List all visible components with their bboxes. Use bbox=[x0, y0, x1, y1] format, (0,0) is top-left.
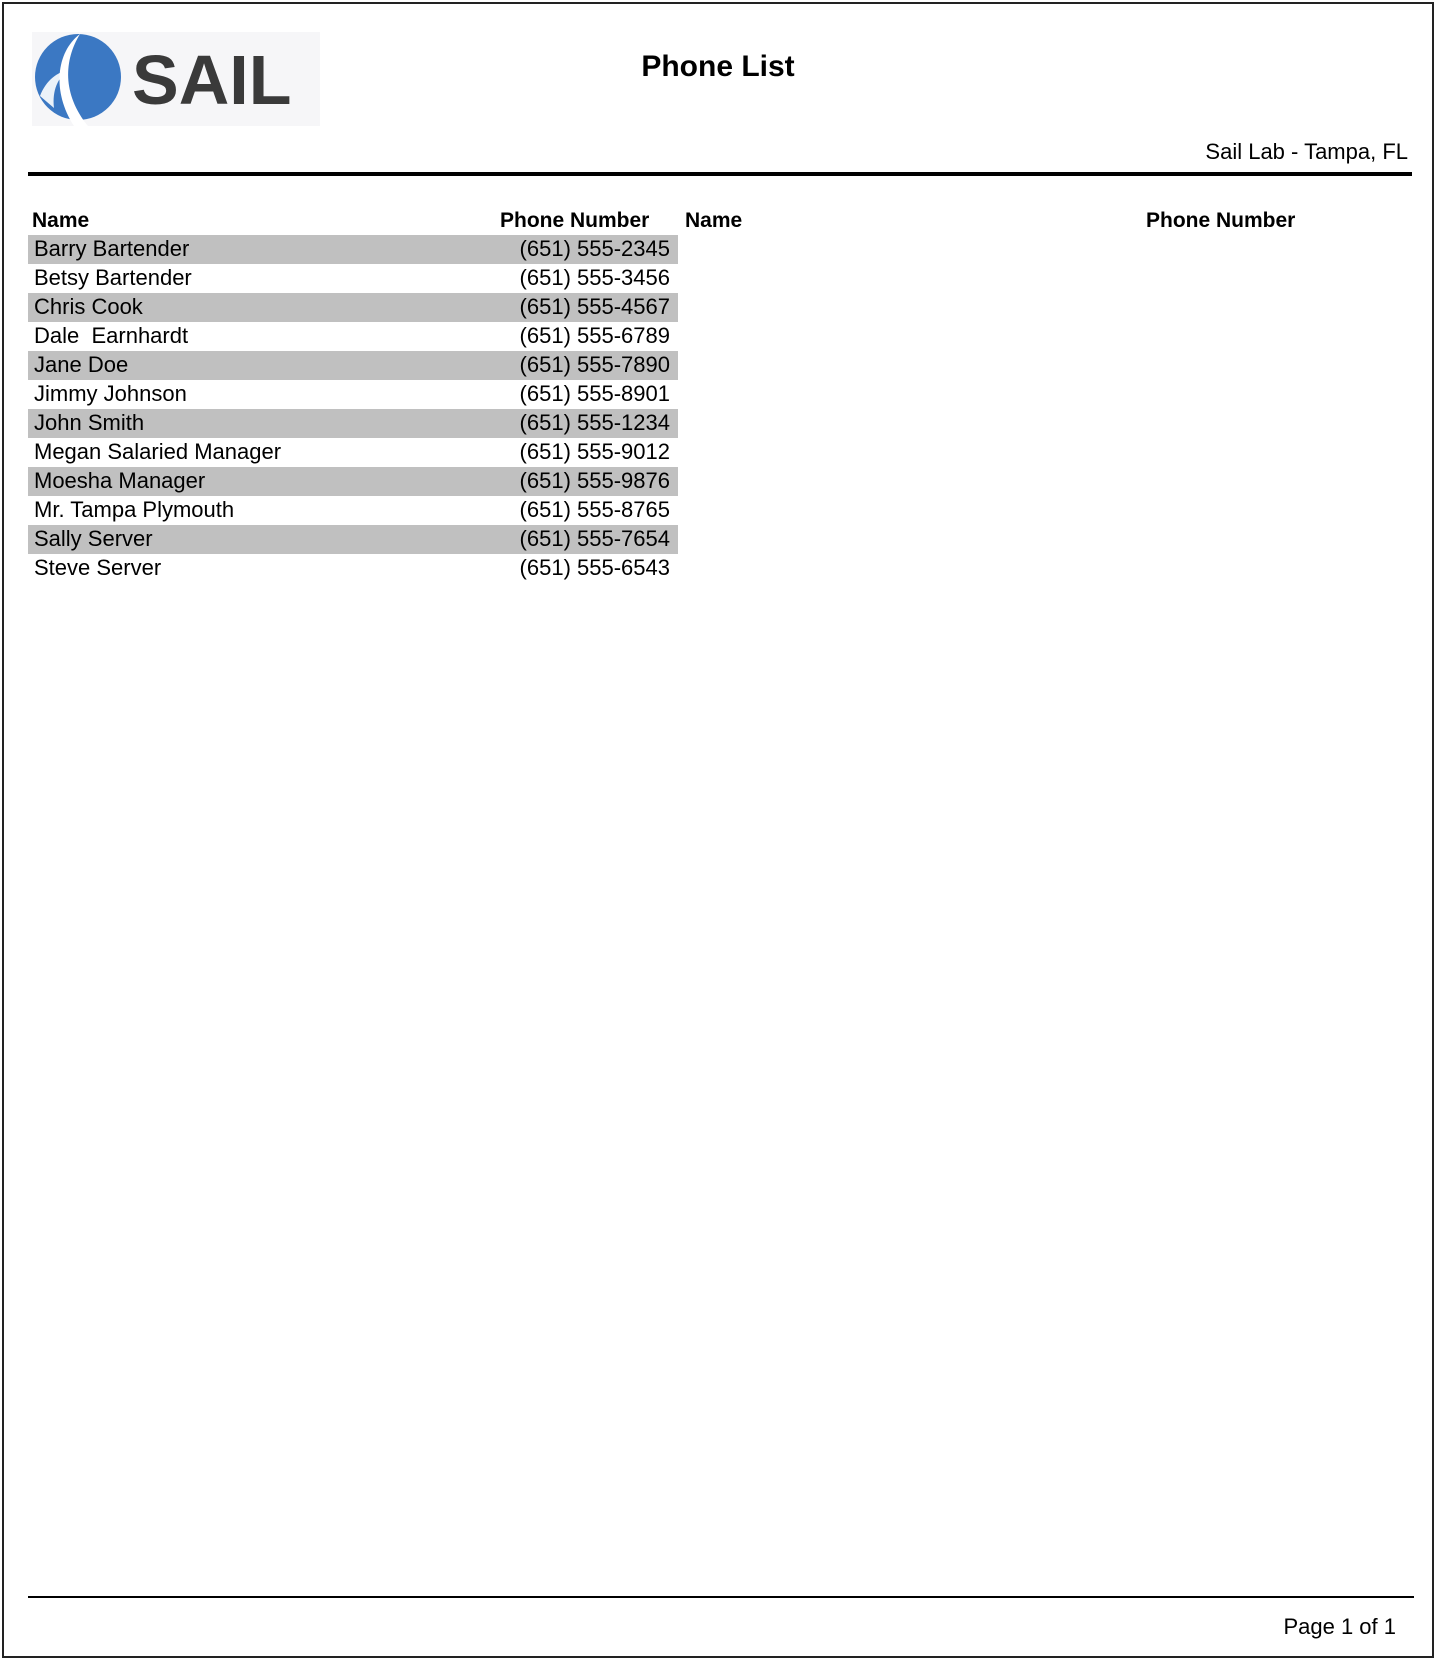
table-row bbox=[28, 409, 678, 438]
table-row bbox=[28, 322, 678, 351]
entry-phone: (651) 555-2345 bbox=[519, 236, 670, 261]
entry-phone: (651) 555-7654 bbox=[519, 526, 670, 551]
table-row bbox=[28, 293, 678, 322]
right-phone-header: Phone Number bbox=[1146, 209, 1296, 232]
entry-phone: (651) 555-4567 bbox=[519, 294, 670, 319]
entry-name: Moesha Manager bbox=[34, 468, 206, 493]
entry-name: Megan Salaried Manager bbox=[34, 439, 282, 464]
entry-phone: (651) 555-8901 bbox=[519, 381, 670, 406]
entry-phone: (651) 555-8765 bbox=[519, 497, 670, 522]
entry-phone: (651) 555-9012 bbox=[519, 439, 670, 464]
report-page bbox=[2, 2, 1434, 1658]
entry-phone: (651) 555-3456 bbox=[519, 265, 670, 290]
entry-name: Steve Server bbox=[34, 555, 162, 580]
header-divider bbox=[28, 172, 1412, 176]
entry-name: Dale Earnhardt bbox=[34, 323, 189, 348]
page-number: Page 1 of 1 bbox=[1283, 1614, 1396, 1639]
entry-phone: (651) 555-1234 bbox=[519, 410, 670, 435]
table-row bbox=[28, 467, 678, 496]
page-title: Phone List bbox=[641, 50, 795, 83]
right-name-header: Name bbox=[685, 209, 743, 232]
table-row bbox=[28, 351, 678, 380]
entry-name: Mr. Tampa Plymouth bbox=[34, 497, 235, 522]
table-row bbox=[28, 235, 678, 264]
table-row bbox=[28, 525, 678, 554]
logo-wordmark: SAIL bbox=[132, 41, 292, 119]
table-row bbox=[28, 496, 678, 525]
table-row bbox=[28, 264, 678, 293]
entry-phone: (651) 555-6543 bbox=[519, 555, 670, 580]
entry-name: Jane Doe bbox=[34, 352, 129, 377]
entry-phone: (651) 555-9876 bbox=[519, 468, 670, 493]
entry-name: Jimmy Johnson bbox=[34, 381, 187, 406]
table-row bbox=[28, 438, 678, 467]
entry-name: John Smith bbox=[34, 410, 145, 435]
entry-phone: (651) 555-7890 bbox=[519, 352, 670, 377]
entry-name: Chris Cook bbox=[34, 294, 143, 319]
footer-divider bbox=[28, 1596, 1414, 1598]
entry-name: Barry Bartender bbox=[34, 236, 190, 261]
entry-name: Sally Server bbox=[34, 526, 153, 551]
entry-phone: (651) 555-6789 bbox=[519, 323, 670, 348]
location-label: Sail Lab - Tampa, FL bbox=[1205, 139, 1408, 164]
left-phone-header: Phone Number bbox=[500, 209, 650, 232]
phone-list-table bbox=[28, 235, 678, 583]
entry-name: Betsy Bartender bbox=[34, 265, 192, 290]
table-row bbox=[28, 554, 678, 583]
left-name-header: Name bbox=[32, 209, 90, 232]
table-row bbox=[28, 380, 678, 409]
